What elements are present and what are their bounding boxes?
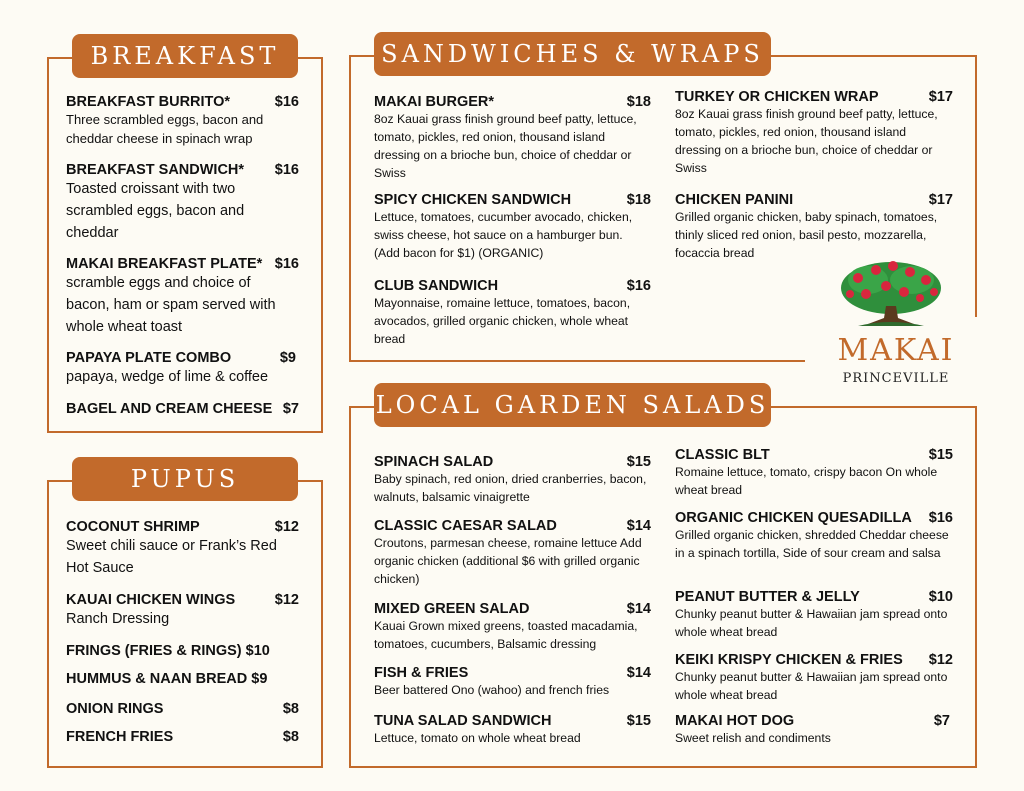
menu-item: KEIKI KRISPY CHICKEN & FRIES $12 Chunky peanut butter & Hawaiian jam spread onto whole wheat bread [675, 652, 953, 702]
menu-item: MAKAI HOT DOG $7 Sweet relish and condiments [675, 713, 950, 745]
pupus-header [72, 457, 298, 501]
menu-item: PAPAYA PLATE COMBO $9 papaya, wedge of lime & coffee [66, 350, 296, 385]
menu-item: KAUAI CHICKEN WINGS $12 Ranch Dressing [66, 592, 299, 627]
menu-item: ONION RINGS $8 [66, 701, 299, 717]
salads-header [374, 383, 771, 427]
menu-item: CHICKEN PANINI $17 Grilled organic chicken, baby spinach, tomatoes, thinly sliced red onion, basil pesto, mozzarella, focaccia bread [675, 192, 953, 260]
menu-item: COCONUT SHRIMP $12 Sweet chili sauce or Frank’s Red Hot Sauce [66, 519, 299, 576]
menu-item: FRINGS (FRIES & RINGS) $10 [66, 643, 270, 659]
pupus-title: PUPUS [130, 465, 240, 493]
breakfast-title: BREAKFAST [90, 42, 280, 70]
logo-subtitle: PRINCEVILLE [842, 371, 950, 386]
menu-item: SPICY CHICKEN SANDWICH $18 Lettuce, tomatoes, cucumber avocado, chicken, swiss cheese, hot sauce on a hamburger bun. (Add bacon for $1) (ORGANIC) [374, 192, 651, 260]
breakfast-header [72, 34, 298, 78]
divider [349, 360, 805, 362]
menu-item: TUNA SALAD SANDWICH $15 Lettuce, tomato on whole wheat bread [374, 713, 651, 745]
sandwiches-title: SANDWICHES & WRAPS [381, 40, 764, 68]
menu-item: CLUB SANDWICH $16 Mayonnaise, romaine lettuce, tomatoes, bacon, avocados, grilled organic chicken, whole wheat bread [374, 278, 651, 346]
menu-item: BAGEL AND CREAM CHEESE $7 [66, 401, 299, 417]
menu-item: MAKAI BREAKFAST PLATE* $16 scramble eggs and choice of bacon, ham or spam served with whole wheat toast [66, 256, 299, 335]
sandwiches-header [374, 32, 771, 76]
menu-item: PEANUT BUTTER & JELLY $10 Chunky peanut butter & Hawaiian jam spread onto whole wheat bread [675, 589, 953, 639]
menu-item: CLASSIC BLT $15 Romaine lettuce, tomato, crispy bacon On whole wheat bread [675, 447, 953, 497]
divider [975, 55, 977, 317]
menu-item: FRENCH FRIES $8 [66, 729, 299, 745]
menu-item: FISH & FRIES $14 Beer battered Ono (wahoo) and french fries [374, 665, 651, 697]
tree-logo-icon [838, 258, 944, 330]
menu-item: TURKEY OR CHICKEN WRAP $17 8oz Kauai grass finish ground beef patty, lettuce, tomato, pickles, red onion, thousand island dressing on a brioche bun, choice of cheddar or Swiss [675, 89, 953, 175]
salads-title: LOCAL GARDEN SALADS [375, 391, 770, 419]
menu-item: ORGANIC CHICKEN QUESADILLA $16 Grilled organic chicken, shredded Cheddar cheese in a spinach tortilla, Side of sour cream and salsa [675, 510, 953, 560]
menu-item: MAKAI BURGER* $18 8oz Kauai grass finish ground beef patty, lettuce, tomato, pickles, red onion, thousand island dressing on a brioche bun, choice of cheddar or Swiss [374, 94, 651, 180]
logo-name: MAKAI [837, 333, 955, 368]
menu-item: SPINACH SALAD $15 Baby spinach, red onion, dried cranberries, bacon, walnuts, balsamic vinaigrette [374, 454, 651, 504]
menu-item: BREAKFAST BURRITO* $16 Three scrambled eggs, bacon and cheddar cheese in spinach wrap [66, 94, 299, 146]
menu-item: MIXED GREEN SALAD $14 Kauai Grown mixed greens, toasted macadamia, tomatoes, cucumbers, Balsamic dressing [374, 601, 651, 651]
menu-item: BREAKFAST SANDWICH* $16 Toasted croissant with two scrambled eggs, bacon and cheddar [66, 162, 299, 241]
menu-item: HUMMUS & NAAN BREAD $9 [66, 671, 268, 687]
menu-item: CLASSIC CAESAR SALAD $14 Croutons, parmesan cheese, romaine lettuce Add organic chicken (additional $6 with grilled organic chicken) [374, 518, 651, 586]
